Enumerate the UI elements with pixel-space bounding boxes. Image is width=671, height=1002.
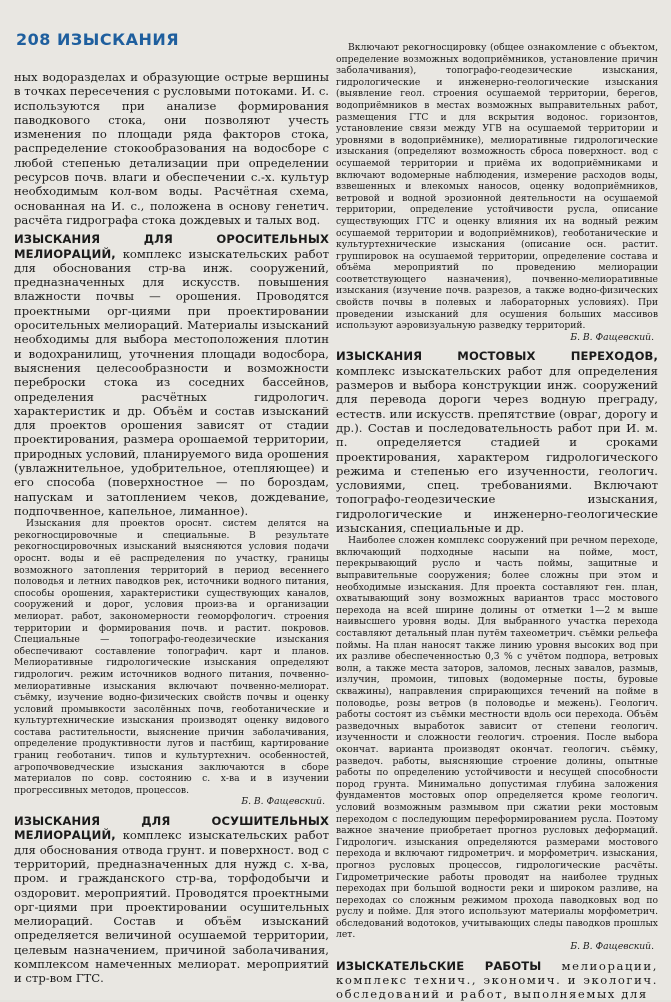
article-title: ИЗЫСКАНИЯ ДЛЯ ОРОСИТЕЛЬНЫХ МЕЛИОРАЦИЙ, xyxy=(14,232,329,261)
article-title: ИЗЫСКАНИЯ МОСТОВЫХ ПЕРЕХОДОВ, xyxy=(336,349,658,364)
left-column xyxy=(14,70,330,986)
article-bridge-crossing-surveys xyxy=(336,349,658,535)
fine-print-paragraph: Наиболее сложен комплекс сооружений при речном переходе, включающий подходные насыпи на пойме, мост, перекрывающий русло и часть поймы, защитные и выправительные сооружения; более сложны при этом и необходимые изыскания. Для проекта составляют ген. план, охватывающий зону возможных вариантов трасс мостового перехода на всей ширине долины от отметки 1—2 м выше наивысшего уровня воды. Для выбранного участка перехода составляют детальный план путём тахеометрич. съёмки рельефа поймы. На план наносят также линию уровня высоких вод при их разливе обеспеченностью 0,3 % с учётом подпора, ветровых волн, а также места заторов, заломов, лесных завалов, размыв, излучин, промоин, типовых (водомерные посты, буровые скважины), направления сприрающихся течений на пойме в половодье, розы ветров (в половодье и межень). Геологич. работы состоят из съёмки местности вдоль оси перехода. Объём разведочных выработок зависит от степени геологич. изученности и сложности геологич. строения. После выбора окончат. варианта производят окончат. геологич. съёмку, разведоч. работы, выясняющие строение долины, опытные работы по определению устойчивости и несущей способности пород грунта. Минимально допустимая глубина заложения фундаментов мостовых опор определяется кроме геологич. условий возможным размывом при сжатии реки мостовым переходом с последующим переформированием русла. Поэтому важное значение приобретает прогноз русловых деформаций. Гидрологич. изыскания определяются размерами мостового перехода и включают гидрометрич. и морфометрич. изыскания, прогноз русловых процессов, гидрологические расчёты. Гидрометрические работы проводят на наиболее трудных переходах при большой водности реки и широком разливе, на переходах со сложным режимом прохода паводковых вод по руслу и пойме. Для этого используют материалы морфометрич. обследований водотоков, учитывающих следы паводков прошлых лет. xyxy=(336,535,658,941)
page-number: 208 xyxy=(16,30,51,49)
fine-print-paragraph: Включают рекогносцировку (общее ознакомление с объектом, определение возможных водоприёмников, установление причин заболачивания), топографо-геодезические изыскания, гидрологические и инженерно-геологические изыскания (выявление геол. строения осушаемой территории, берегов, водоприёмников в местах возможных выправительных работ, размещения ГТС и для вскрытия водонос. горизонтов, установление связи между УГВ на осушаемой территории и уровнями в водоприёмнике), мелиоративные гидрологические изыскания (определяют возможность сброса поверхност. вод с осушаемой территории и приёма их водоприёмниками и включают водомерные наблюдения, измерение расходов воды, взвешенных и влекомых наносов, оценку водоприёмников, ветровой и водной эрозионной деятельности на осушаемой территории, определение устойчивости русла, описание существующих ГТС и оценку влияния их на водный режим осушаемой территории и водоприёмников), геоботанические и культуртехнические изыскания (описание осн. растит. группировок на осушаемой территории, определение состава и объёма мероприятий по проведению мелиорации соответствующего назначения), почвенно-мелиоративные изыскания (изучение почв. разрезов, а также водно-физических свойств почвы в полевых и лабораторных условиях). При проведении изысканий для осушения больших массивов используют аэровизуальную разведку территорий. xyxy=(336,42,658,332)
article-drainage-surveys xyxy=(14,814,329,986)
article-body: мелиорации, комплекс технич., экономич. и экологич. обследований и работ, выполняемых для xyxy=(336,958,658,1002)
fine-print-paragraph: Изыскания для проектов ороснт. систем делятся на рекогносцировочные и специальные. В результате рекогносцировочных изысканий выясняются условия подачи ороснт. воды и её распределения по участку, границы возможного затопления территорий в период весеннего половодья и летних паводков рек, источники водного питания, способы орошения, характеристики существующих каналов, сооружений и дорог, условия произ-ва и организации мелиорат. работ, закономерности геоморфологич. строения территории и формирования почв. и растит. покровов. Специальные — топографо-геодезические изыскания обеспечивают составление топографич. карт и планов. Мелиоративные гидрологические изыскания определяют гидрологич. режим источников водного питания, почвенно-мелиоративные изыскания включают почвенно-мелиорат. съёмку, изучение водно-физических свойств почвы и оценку условий промывкости засолённых почв, геоботанические и культуртехнические изыскания производят оценку видового состава растительности, выяснение причин заболачивания, определение продуктивности лугов и пастбищ, картирование границ геоботанич. типов и культуртехнич. особенностей, агропочвоведческие изыскания заключаются в сборе материалов по совр. состоянию с. х-ва и в изучении прогрессивных методов, процессов. xyxy=(14,518,329,796)
author-signature: Б. В. Фащевский. xyxy=(570,941,654,953)
right-column xyxy=(336,42,658,1002)
paragraph-continued: ных водоразделах и образующие острые вершины в точках пересечения с русловыми потоками. И. с. используются при анализе формирования паводкового стока, они позволяют учесть изменения по площади ряда факторов стока, распределение стокообразования на водосборе с любой степенью детализации при определении ресурсов почв. влаги и обеспечении с.-х. культур необходимым кол-вом воды. Расчётная схема, основанная на И. с., положена в основу генетич. расчёта гидрографа стока дождевых и талых вод. xyxy=(14,70,329,227)
author-signature: Б. В. Фащевский. xyxy=(570,331,654,343)
article-survey-works xyxy=(336,959,658,1002)
article-title: ИЗЫСКАНИЯ ДЛЯ ОСУШИТЕЛЬНЫХ МЕЛИОРАЦИЙ, xyxy=(14,814,329,843)
author-signature: Б. В. Фащевский. xyxy=(241,796,325,808)
article-body: комплекс изыскательских работ для определения размеров и выбора конструкции инж. сооружений для перевода дороги через водную преграду, естеств. или искусств. препятствие (овраг, дорогу и др.). Состав и последовательность работ при И. м. п. определяется стадией и сроками проектирования, характером гидрологического режима и степенью его изученности, геологич. условиями, спец. требованиями. Включают топографо-геодезические изыскания, гидрологические и инженерно-геологические изыскания, специальные и др. xyxy=(336,363,658,535)
article-title: ИЗЫСКАТЕЛЬСКИЕ РАБОТЫ xyxy=(336,958,542,973)
article-body: комплекс изыскательских работ для обоснования стр-ва инж. сооружений, предназначенных для искусств. повышения влажности почвы — орошения. Проводятся проектными орг-циями при проектировании оросительных мелиораций. Материалы изысканий необходимы для выбора местоположения плотин и водохранилищ, уточнения площади водосбора, выяснения целесообразности и возможности переброски стока из соседних бассейнов, определения расчётных гидрологич. характеристик и др. Объём и состав изысканий для проектов орошения зависят от стадии проектирования, размера орошаемой территории, природных условий, планируемого вида орошения (увлажнительное, удобрительное, отепляющее) и его способа (поверхностное — по бороздам, напускам и затоплением чеков, дождевание, подпочвенное, капельное, лиманное). xyxy=(14,246,330,518)
article-irrigation-surveys xyxy=(14,232,329,518)
article-body: комплекс изыскательских работ для обоснования отвода грунт. и поверхност. вод с территорий, предназначенных для нужд с. х-ва, пром. и гражданского стр-ва, торфодобычи и оздоровит. мероприятий. Проводятся проектными орг-циями при проектировании осушительных мелиораций. Состав и объём изысканий определяется величиной осушаемой территории, целевым назначением, причиной заболачивания, комплексом намеченных мелиорат. мероприятий и стр-вом ГТС. xyxy=(14,828,330,986)
running-header xyxy=(16,30,179,49)
running-title: ИЗЫСКАНИЯ xyxy=(56,30,180,49)
